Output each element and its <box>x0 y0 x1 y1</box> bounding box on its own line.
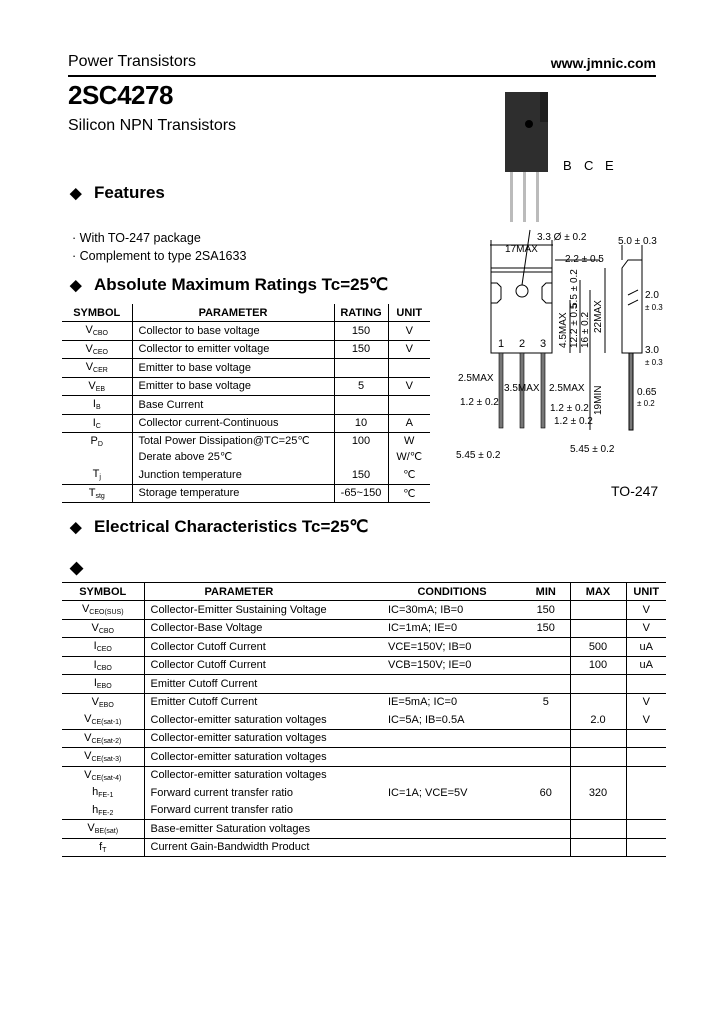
parameter-cell: Total Power Dissipation@TC=25℃ Derate above 25℃ <box>132 433 334 467</box>
conditions-cell: IC=1A; VCE=5V <box>388 786 468 799</box>
parameter-cell: Collector-Emitter Sustaining Voltage <box>144 601 382 620</box>
svg-text:5.45 ± 0.2: 5.45 ± 0.2 <box>570 444 615 455</box>
symbol-cell: $f_T$ <box>62 838 144 857</box>
conditions-cell: VCB=150V; IE=0 <box>382 656 522 675</box>
table-row <box>62 601 666 620</box>
table-row <box>62 484 430 503</box>
table-row <box>62 838 666 857</box>
svg-text:2.0: 2.0 <box>645 290 659 301</box>
svg-text:B: B <box>563 158 572 173</box>
min-cell <box>522 711 570 729</box>
part-number: 2SC4278 <box>68 80 173 110</box>
min-cell <box>522 766 570 784</box>
rating-cell <box>334 359 388 378</box>
parameter-cell: Collector Cutoff Current <box>144 638 382 657</box>
max-cell <box>570 729 626 748</box>
symbol-cell: $V_{EB}$ <box>62 377 132 396</box>
diamond-bullet-icon: ◆ <box>70 277 82 294</box>
unit-cell: uA <box>626 656 666 675</box>
unit-cell <box>626 802 666 820</box>
min-cell: 150 <box>522 601 570 620</box>
svg-text:± 0.2: ± 0.2 <box>637 399 655 408</box>
table-row <box>62 414 430 433</box>
rating-cell: -65~150 <box>334 484 388 503</box>
svg-text:1.2 ± 0.2: 1.2 ± 0.2 <box>550 403 589 414</box>
conditions-cell: VCE=150V; IB=0 <box>382 638 522 657</box>
table-row <box>62 820 666 839</box>
min-cell: 60 <box>539 786 552 799</box>
unit-cell <box>626 729 666 748</box>
rating-cell: 5 <box>334 377 388 396</box>
max-cell <box>570 838 626 857</box>
svg-text:16 ± 0.2: 16 ± 0.2 <box>580 311 591 348</box>
table-row <box>62 322 430 341</box>
parameter-cell: Storage temperature <box>132 484 334 503</box>
unit-cell: W W/℃ <box>388 433 430 467</box>
max-cell <box>570 748 626 767</box>
conditions-cell <box>382 838 522 857</box>
conditions-cell <box>382 748 522 767</box>
parameter-cell: Collector-emitter saturation voltages <box>144 729 382 748</box>
symbol-cell: $h_{FE-1}$ <box>92 786 114 800</box>
symbol-cell: $V_{CER}$ <box>62 359 132 378</box>
unit-cell <box>626 766 666 784</box>
svg-text:3: 3 <box>540 338 547 350</box>
parameter-cell: Junction temperature <box>132 466 334 484</box>
max-cell <box>570 619 626 638</box>
header-category: Power Transistors <box>68 53 197 70</box>
table-row <box>62 675 666 694</box>
symbol-cell: $I_B$ <box>62 396 132 415</box>
conditions-cell <box>382 675 522 694</box>
diamond-bullet-icon: ◆ <box>70 185 82 202</box>
max-cell <box>570 601 626 620</box>
table-row <box>62 711 666 729</box>
unit-cell <box>626 675 666 694</box>
unit-cell <box>626 838 666 857</box>
table-row <box>62 784 666 802</box>
table-row <box>62 693 666 711</box>
unit-cell: A <box>388 414 430 433</box>
rating-cell: 10 <box>334 414 388 433</box>
symbol-cell: $V_{CEO}$ <box>62 340 132 359</box>
parameter-cell: Base Current <box>132 396 334 415</box>
rating-cell: 150 <box>334 340 388 359</box>
col-unit: UNIT <box>388 304 430 322</box>
svg-text:1.2 ± 0.2: 1.2 ± 0.2 <box>554 416 593 427</box>
parameter-cell: Base-emitter Saturation voltages <box>144 820 382 839</box>
svg-text:5.5 ± 0.2: 5.5 ± 0.2 <box>569 269 580 308</box>
svg-text:19MIN: 19MIN <box>593 385 604 415</box>
table-row <box>62 619 666 638</box>
svg-text:17MAX: 17MAX <box>505 244 538 255</box>
symbol-cell: $I_{EBO}$ <box>62 675 144 694</box>
min-cell <box>522 820 570 839</box>
rating-cell: 150 <box>334 322 388 341</box>
parameter-cell: Collector-emitter saturation voltages <box>144 766 382 784</box>
col-min: MIN <box>522 583 570 601</box>
unit-cell: ℃ <box>388 466 430 484</box>
max-cell: 2.0 <box>570 711 626 729</box>
svg-text:1.2 ± 0.2: 1.2 ± 0.2 <box>460 397 499 408</box>
max-cell <box>570 766 626 784</box>
parameter-cell: Forward current transfer ratio <box>144 802 382 820</box>
parameter-cell: Collector-Base Voltage <box>144 619 382 638</box>
min-cell <box>522 838 570 857</box>
conditions-cell: IC=5A; IB=0.5A <box>382 711 522 729</box>
svg-text:12.2 ± 0.5: 12.2 ± 0.5 <box>569 303 580 348</box>
elec-table <box>62 582 666 857</box>
table-row <box>62 766 666 784</box>
unit-cell: V <box>388 340 430 359</box>
unit-cell: V <box>388 322 430 341</box>
svg-text:C: C <box>584 158 594 173</box>
unit-cell <box>626 820 666 839</box>
max-cell <box>570 693 626 711</box>
svg-text:0.65: 0.65 <box>637 387 657 398</box>
subtitle: Silicon NPN Transistors <box>68 117 237 134</box>
parameter-cell: Emitter Cutoff Current <box>144 693 382 711</box>
parameter-cell: Forward current transfer ratio <box>144 784 382 802</box>
min-cell <box>522 675 570 694</box>
symbol-cell: $I_{CBO}$ <box>62 656 144 675</box>
max-cell <box>570 802 626 820</box>
symbol-cell: $T_{stg}$ <box>62 484 132 503</box>
unit-cell: V <box>388 377 430 396</box>
table-row <box>62 377 430 396</box>
parameter-cell: Collector Cutoff Current <box>144 656 382 675</box>
symbol-cell: $V_{CE(sat-1)}$ <box>62 711 144 729</box>
col-conditions: CONDITIONS <box>382 583 522 601</box>
transistor-photo-icon <box>505 92 548 222</box>
parameter-cell: Collector to base voltage <box>132 322 334 341</box>
symbol-cell: $V_{CBO}$ <box>62 322 132 341</box>
col-max: MAX <box>570 583 626 601</box>
svg-text:2.5MAX: 2.5MAX <box>549 383 585 394</box>
symbol-cell: $V_{CBO}$ <box>62 619 144 638</box>
col-parameter: PARAMETER <box>132 304 334 322</box>
unit-cell <box>388 359 430 378</box>
symbol-cell: $V_{CE(sat-4)}$ <box>84 768 122 782</box>
table-header-row <box>62 583 666 601</box>
svg-text:± 0.3: ± 0.3 <box>645 303 663 312</box>
table-row <box>62 396 430 415</box>
max-cell: 320 <box>570 784 626 802</box>
rating-cell <box>334 396 388 415</box>
svg-text:5.45 ± 0.2: 5.45 ± 0.2 <box>456 450 501 461</box>
col-symbol: SYMBOL <box>62 583 144 601</box>
header-rule <box>68 75 656 77</box>
min-cell <box>522 638 570 657</box>
unit-cell: V <box>626 693 666 711</box>
symbol-cell: $I_{CEO}$ <box>62 638 144 657</box>
max-cell <box>570 675 626 694</box>
unit-cell: V <box>626 711 666 729</box>
parameter-cell: Collector-emitter saturation voltages <box>144 711 382 729</box>
parameter-cell: Collector-emitter saturation voltages <box>144 748 382 767</box>
header-website[interactable]: www.jmnic.com <box>550 55 656 71</box>
symbol-cell: $h_{FE-2}$ <box>62 802 144 820</box>
svg-text:1: 1 <box>498 338 505 350</box>
diamond-bullet-icon: ◆ <box>70 519 82 536</box>
col-symbol: SYMBOL <box>62 304 132 322</box>
table-row <box>62 729 666 748</box>
min-cell <box>522 748 570 767</box>
svg-text:4.5MAX: 4.5MAX <box>558 312 569 348</box>
max-cell: 500 <box>570 638 626 657</box>
unit-cell <box>626 784 666 802</box>
table-row <box>62 802 666 820</box>
parameter-cell: Current Gain-Bandwidth Product <box>144 838 382 857</box>
svg-text:22MAX: 22MAX <box>593 300 604 333</box>
svg-text:3.3 Ø ± 0.2: 3.3 Ø ± 0.2 <box>537 232 587 243</box>
table-row <box>62 359 430 378</box>
unit-cell: ℃ <box>388 484 430 503</box>
table-row <box>62 748 666 767</box>
svg-text:2.5MAX: 2.5MAX <box>458 373 494 384</box>
parameter-cell: Collector to emitter voltage <box>132 340 334 359</box>
feature-item: · Complement to type 2SA1633 <box>72 249 247 263</box>
col-parameter: PARAMETER <box>144 583 382 601</box>
col-unit: UNIT <box>626 583 666 601</box>
unit-cell: uA <box>626 638 666 657</box>
unit-cell: V <box>626 601 666 620</box>
svg-text:± 0.3: ± 0.3 <box>645 358 663 367</box>
symbol-cell: $T_j$ <box>62 466 132 484</box>
min-cell <box>522 656 570 675</box>
symbol-cell: $I_C$ <box>62 414 132 433</box>
rating-cell: 150 <box>334 466 388 484</box>
symbol-cell: $P_D$ <box>90 435 103 448</box>
table-row <box>62 656 666 675</box>
symbol-cell: $V_{BE(sat)}$ <box>62 820 144 839</box>
table-row <box>62 638 666 657</box>
min-cell <box>522 802 570 820</box>
svg-text:E: E <box>605 158 614 173</box>
svg-text:2: 2 <box>519 338 526 350</box>
col-rating: RATING <box>334 304 388 322</box>
parameter-cell: Emitter to base voltage <box>132 359 334 378</box>
diamond-bullet-icon: ◆ <box>70 558 84 577</box>
features-heading: ◆ Features <box>70 183 165 202</box>
feature-item: · With TO-247 package <box>72 231 201 245</box>
package-drawing <box>450 80 680 500</box>
symbol-cell: $V_{CEO(SUS)}$ <box>62 601 144 620</box>
rating-cell: 100 <box>334 433 388 467</box>
symbol-cell: $V_{EBO}$ <box>91 695 114 709</box>
elec-heading: ◆ Electrical Characteristics Tc=25℃ <box>70 517 369 536</box>
min-cell: 150 <box>522 619 570 638</box>
table-header-row <box>62 304 430 322</box>
svg-text:3.0: 3.0 <box>645 345 659 356</box>
table-row <box>62 466 430 484</box>
conditions-cell: IE=5mA; IC=0 <box>388 696 458 709</box>
conditions-cell <box>382 766 522 784</box>
unit-cell <box>388 396 430 415</box>
conditions-cell <box>382 820 522 839</box>
symbol-cell: $V_{CE(sat-2)}$ <box>62 729 144 748</box>
package-name: TO-247 <box>611 483 659 499</box>
conditions-cell <box>382 729 522 748</box>
symbol-cell: $V_{CE(sat-3)}$ <box>62 748 144 767</box>
parameter-cell: Collector current-Continuous <box>132 414 334 433</box>
table-row <box>62 433 430 467</box>
conditions-cell: IC=1mA; IE=0 <box>382 619 522 638</box>
conditions-cell <box>382 802 522 820</box>
table-row <box>62 340 430 359</box>
max-cell <box>570 820 626 839</box>
conditions-cell: IC=30mA; IB=0 <box>382 601 522 620</box>
svg-text:5.0 ± 0.3: 5.0 ± 0.3 <box>618 236 657 247</box>
abs-max-heading: ◆ Absolute Maximum Ratings Tc=25℃ <box>70 275 389 294</box>
unit-cell: V <box>626 619 666 638</box>
max-cell: 100 <box>570 656 626 675</box>
min-cell: 5 <box>542 696 549 709</box>
parameter-cell: Emitter Cutoff Current <box>144 675 382 694</box>
svg-text:3.5MAX: 3.5MAX <box>504 383 540 394</box>
parameter-cell: Emitter to base voltage <box>132 377 334 396</box>
min-cell <box>522 729 570 748</box>
abs-max-table <box>62 304 430 503</box>
unit-cell <box>626 748 666 767</box>
svg-text:2.2 ± 0.5: 2.2 ± 0.5 <box>565 254 604 265</box>
